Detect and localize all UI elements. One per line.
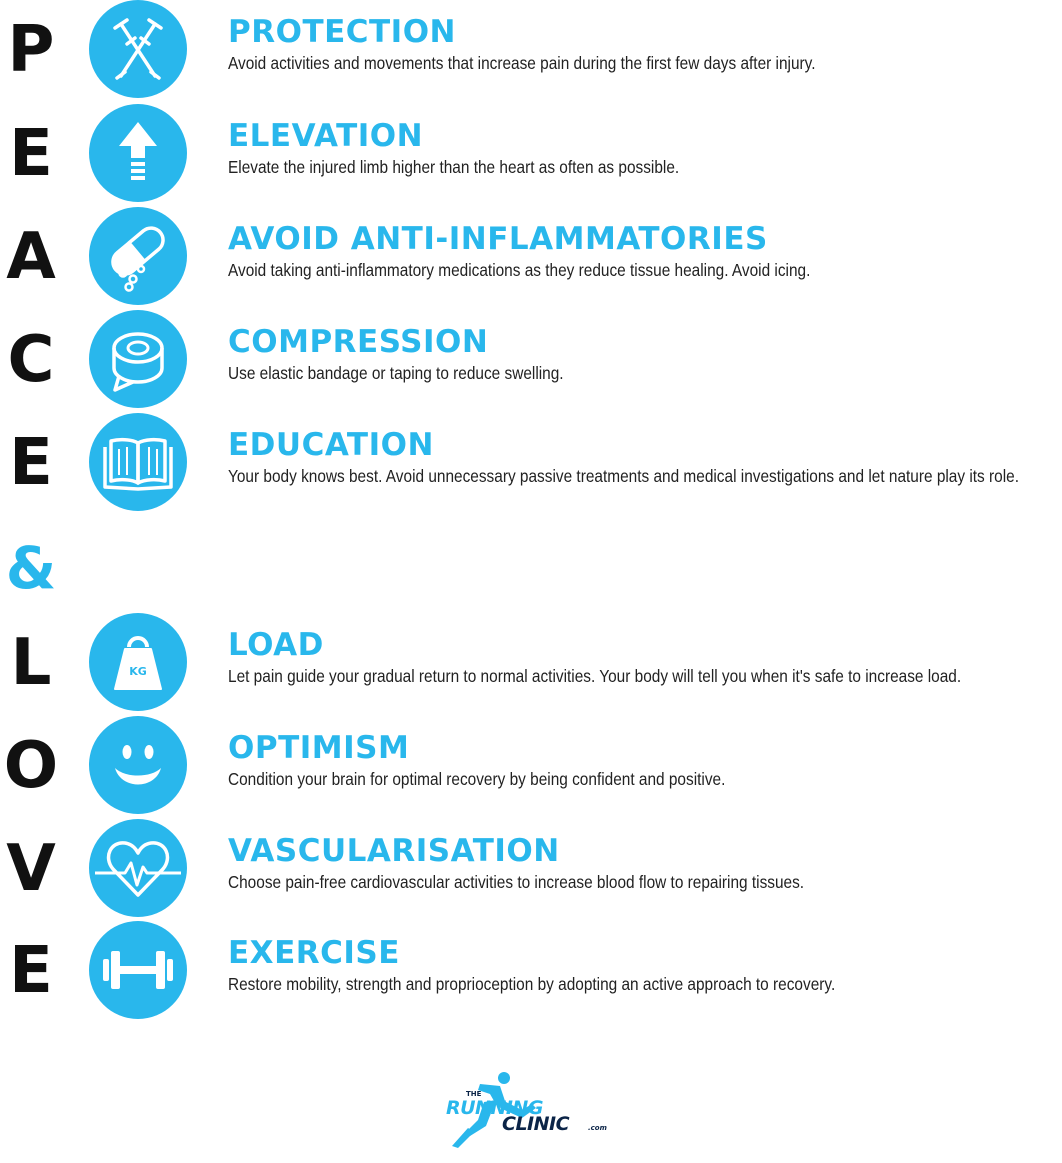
up-arrow-icon bbox=[89, 104, 187, 202]
acronym-letter: O bbox=[3, 729, 59, 803]
step-description: Avoid taking anti-inflammatory medications as they reduce tissue healing. Avoid icing. bbox=[228, 260, 811, 280]
step-title: OPTIMISM bbox=[228, 730, 410, 766]
step-title: PROTECTION bbox=[228, 14, 456, 50]
acronym-letter: A bbox=[6, 220, 56, 294]
peace-row-compression bbox=[0, 310, 1062, 410]
peace-row-avoid-anti-inflammatories bbox=[0, 207, 1062, 307]
acronym-letter: P bbox=[7, 13, 55, 87]
acronym-letter: E bbox=[9, 426, 53, 500]
step-description: Choose pain-free cardiovascular activities to increase blood flow to repairing tissues. bbox=[228, 872, 805, 892]
step-description: Condition your brain for optimal recovery by being confident and positive. bbox=[228, 769, 726, 789]
step-title: VASCULARISATION bbox=[228, 833, 560, 869]
open-book-icon bbox=[89, 413, 187, 511]
acronym-letter: V bbox=[6, 832, 56, 906]
step-description: Let pain guide your gradual return to normal activities. Your body will tell you when it's safe to increase load. bbox=[228, 666, 962, 686]
step-title: ELEVATION bbox=[228, 118, 424, 154]
pill-capsule-icon bbox=[89, 207, 187, 305]
step-description: Elevate the injured limb higher than the heart as often as possible. bbox=[228, 157, 680, 177]
tape-roll-icon bbox=[89, 310, 187, 408]
running-clinic-logo bbox=[440, 1070, 620, 1150]
love-row-load bbox=[0, 613, 1062, 713]
peace-row-education bbox=[0, 413, 1062, 513]
love-row-vascularisation bbox=[0, 819, 1062, 919]
peace-row-protection bbox=[0, 0, 1062, 100]
acronym-letter: L bbox=[10, 626, 52, 700]
step-title: COMPRESSION bbox=[228, 324, 489, 360]
logo-running: RUNNING bbox=[446, 1097, 543, 1119]
heartbeat-icon bbox=[89, 819, 187, 917]
peace-row-elevation bbox=[0, 104, 1062, 204]
crutches-icon bbox=[89, 0, 187, 98]
step-description: Use elastic bandage or taping to reduce swelling. bbox=[228, 363, 564, 383]
ampersand: & bbox=[5, 534, 57, 602]
acronym-letter: E bbox=[9, 934, 53, 1008]
smiley-face-icon bbox=[89, 716, 187, 814]
step-description: Your body knows best. Avoid unnecessary passive treatments and medical investigations and let nature play its role. bbox=[228, 466, 1019, 486]
kettlebell-label: KG bbox=[129, 665, 147, 678]
step-description: Avoid activities and movements that increase pain during the first few days after injury. bbox=[228, 53, 816, 73]
step-title: EXERCISE bbox=[228, 935, 400, 971]
dumbbell-icon bbox=[89, 921, 187, 1019]
kettlebell-icon bbox=[89, 613, 187, 711]
step-title: LOAD bbox=[228, 627, 324, 663]
love-row-optimism bbox=[0, 716, 1062, 816]
step-title: AVOID ANTI-INFLAMMATORIES bbox=[228, 221, 768, 257]
love-row-exercise bbox=[0, 921, 1062, 1021]
step-description: Restore mobility, strength and proprioception by adopting an active approach to recovery. bbox=[228, 974, 836, 994]
logo-clinic: CLINIC bbox=[502, 1113, 570, 1135]
acronym-letter: C bbox=[7, 323, 55, 397]
logo-the: THE bbox=[466, 1090, 482, 1098]
logo-com: .com bbox=[588, 1124, 607, 1132]
step-title: EDUCATION bbox=[228, 427, 434, 463]
acronym-letter: E bbox=[9, 117, 53, 191]
